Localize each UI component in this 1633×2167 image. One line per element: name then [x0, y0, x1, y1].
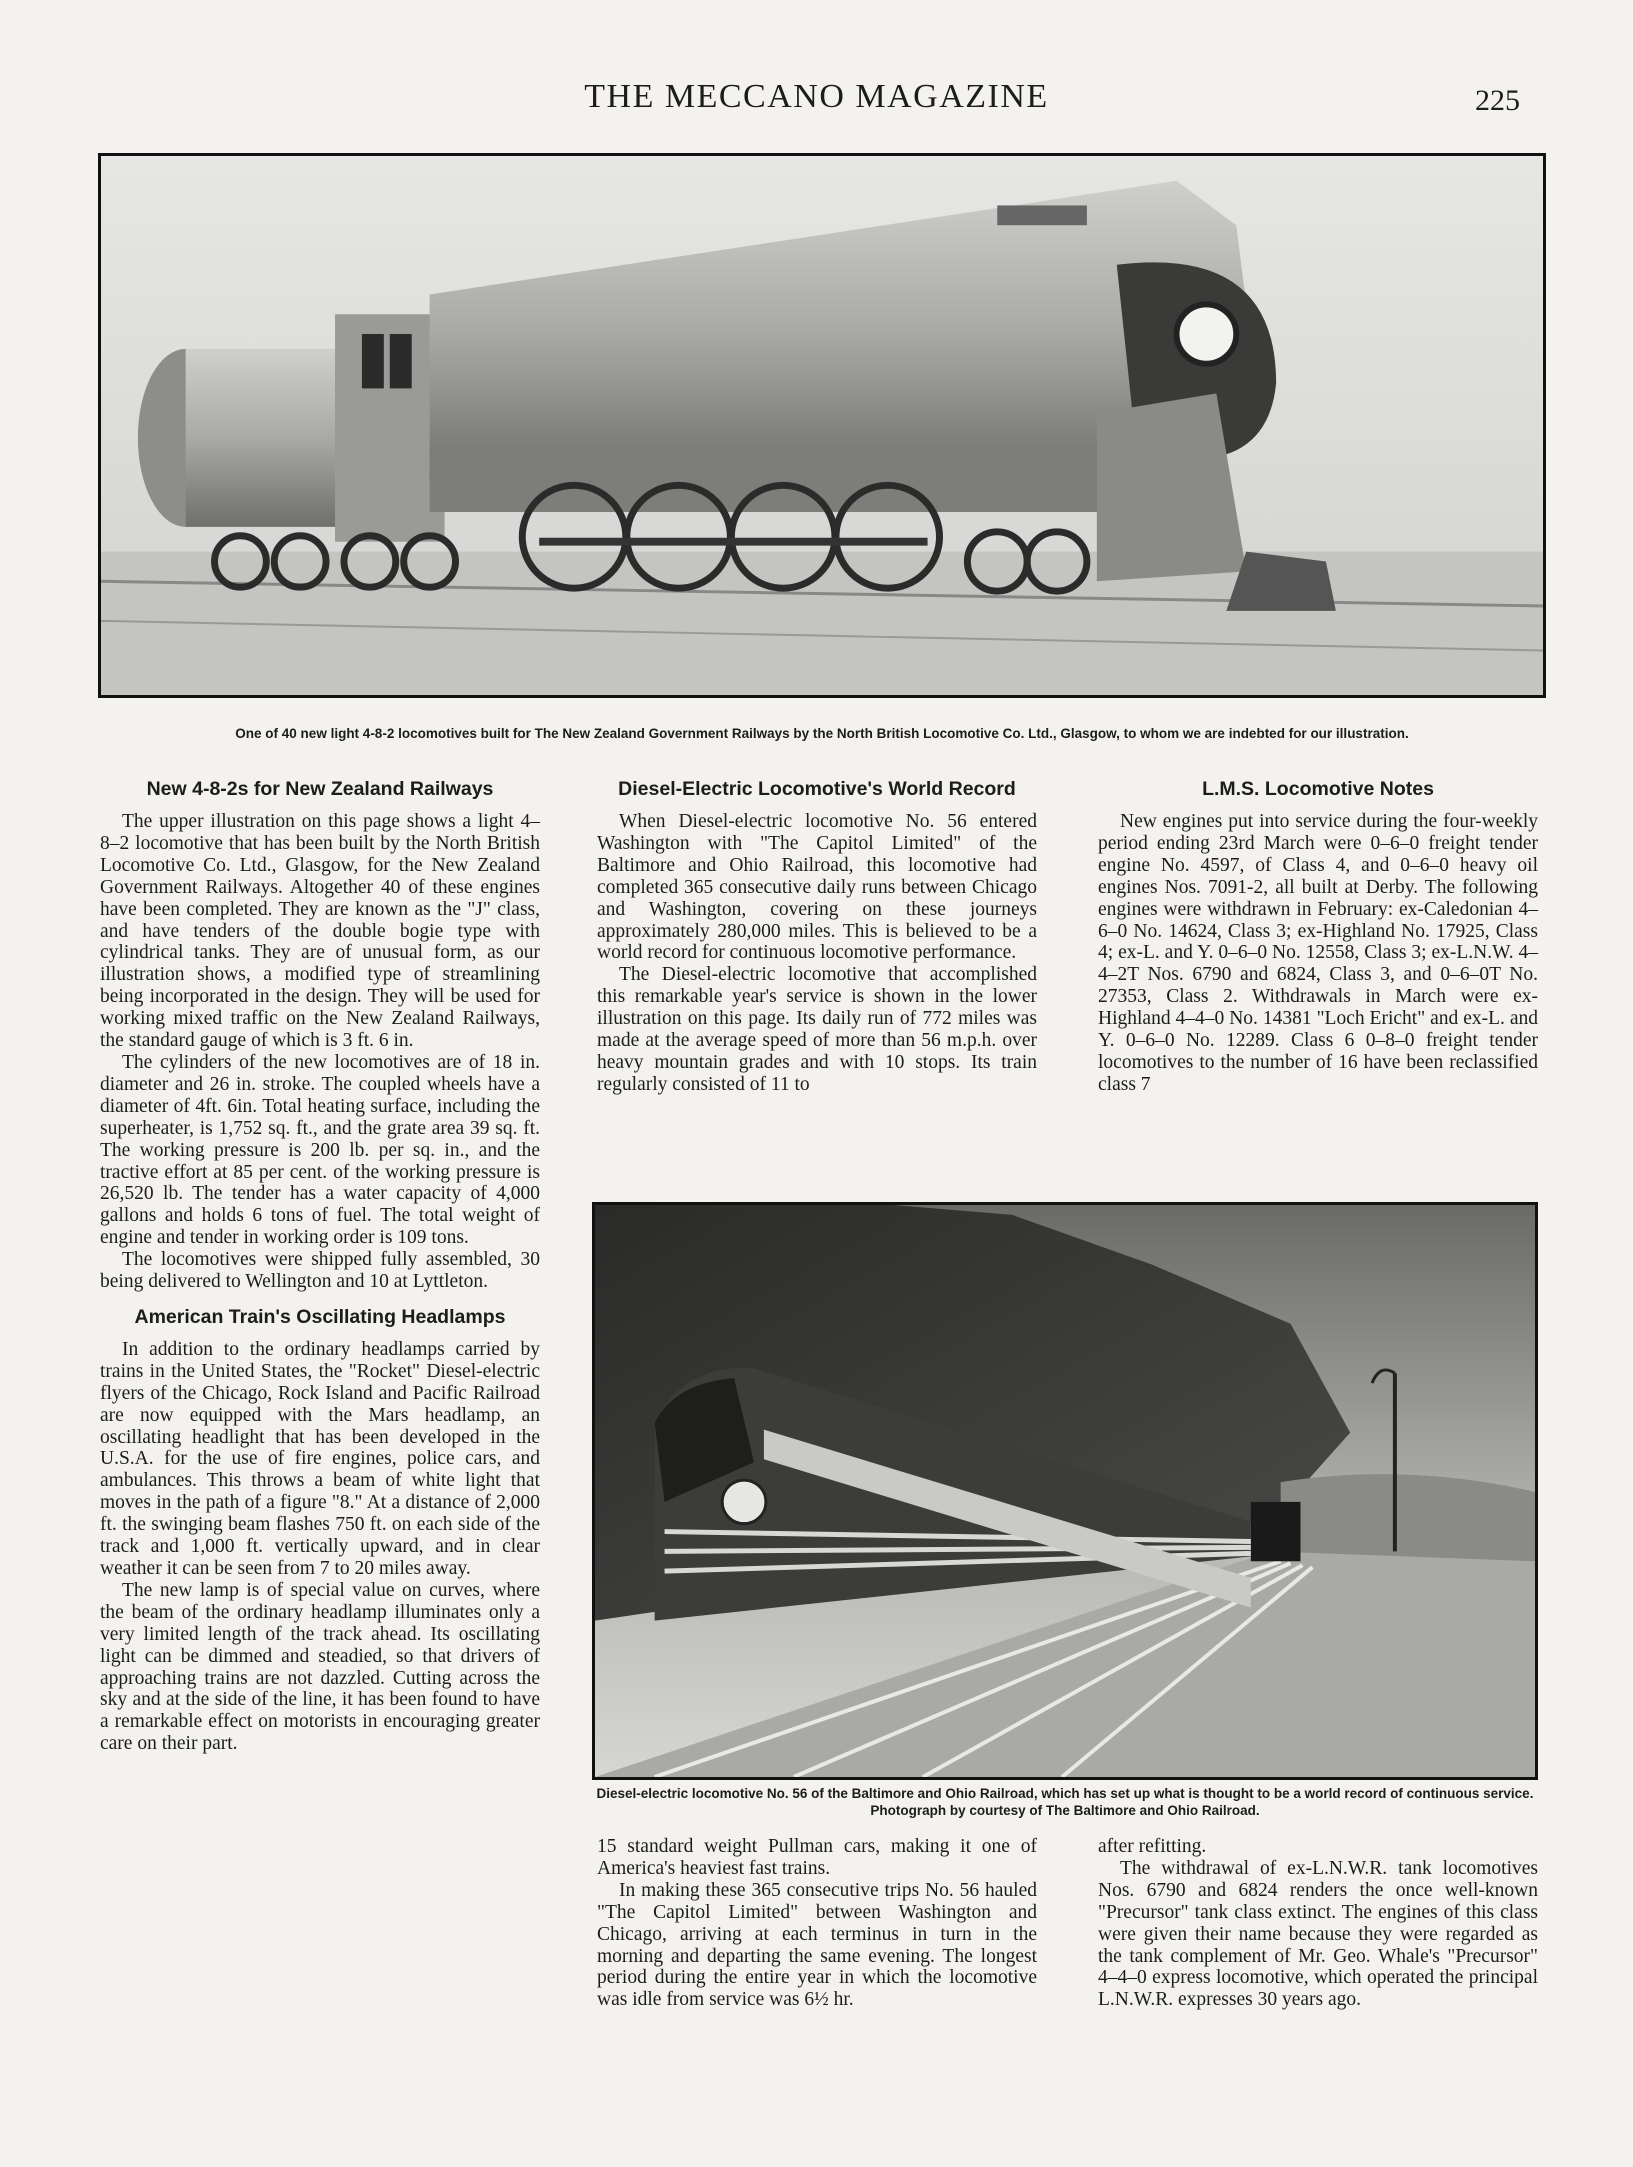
paragraph: The upper illustration on this page shows a light 4–8–2 locomotive that has been built by the North British Locomotive Co. Ltd., Glasgow, for the New Zealand Government Railways. Altogether 40 of these engines have been completed. They are known as the "J" class, and have tenders of the double bogie type with cylindrical tanks. They are of unusual form, as our illustration shows, a modified type of streamlining being incorporated in the design. They will be used for working mixed traffic on the New Zealand Railways, the standard gauge of which is 3 ft. 6 in. — [100, 811, 540, 1052]
paragraph: after refitting. — [1098, 1836, 1207, 1857]
paragraph: In addition to the ordinary headlamps carried by trains in the United States, the "Rocket" Diesel-electric flyers of the Chicago, Rock Island and Pacific Railroad are now equipped with the Mars headlamp, an oscillating headlight that has been developed in the U.S.A. for the use of fire engines, police cars, and ambulances. This throws a beam of white light that moves in the path of a figure "8." At a distance of 2,000 ft. the swinging beam flashes 750 ft. on each side of the track and 1,000 ft. vertically upward, and in clear weather it can be seen from 7 to 20 miles away. — [100, 1338, 540, 1579]
column-2-upper — [597, 777, 1037, 1096]
paragraph: The locomotives were shipped fully assembled, 30 being delivered to Wellington and 10 at Lyttleton. — [100, 1249, 540, 1293]
column-1 — [100, 777, 540, 1755]
column-3-lower — [1098, 1836, 1538, 2011]
column-2-lower — [597, 1836, 1037, 2011]
column-3-upper — [1098, 777, 1538, 1096]
steam-locomotive-photo — [98, 153, 1546, 698]
page-number: 225 — [1475, 84, 1520, 117]
paragraph: The withdrawal of ex-L.N.W.R. tank locomotives Nos. 6790 and 6824 renders the once well-known "Precursor" tank class extinct. The engines of this class were given their name because they were regarded as the tank complement of Mr. Geo. Whale's "Precursor" 4–4–0 express locomotive, which operated the principal L.N.W.R. expresses 30 years ago. — [1098, 1857, 1538, 2011]
paragraph: 15 standard weight Pullman cars, making it one of America's heaviest fast trains. — [597, 1836, 1037, 1879]
paragraph: The cylinders of the new locomotives are of 18 in. diameter and 26 in. stroke. The coupled wheels have a diameter of 4ft. 6in. Total heating surface, including the superheater, is 1,752 sq. ft., and the grate area 39 sq. ft. The working pressure is 200 lb. per sq. in., and the tractive effort at 85 per cent. of the working pressure is 26,520 lb. The tender has a water capacity of 4,000 gallons and holds 6 tons of fuel. The total weight of engine and tender in working order is 109 tons. — [100, 1051, 540, 1249]
paragraph: The new lamp is of special value on curves, where the beam of the ordinary headlamp illuminates only a very limited length of the track ahead. Its oscillating light can be dimmed and steadied, so that drivers of approaching trains are not dazzled. Cutting across the sky and at the side of the line, it has been found to have a remarkable effect on motorists in encouraging greater care on their part. — [100, 1579, 540, 1755]
heading-new-zealand: New 4-8-2s for New Zealand Railways — [146, 778, 494, 800]
heading-world-record: Diesel-Electric Locomotive's World Record — [618, 778, 1016, 800]
heading-oscillating-headlamps: American Train's Oscillating Headlamps — [134, 1305, 506, 1328]
paragraph: In making these 365 consecutive trips No. 56 hauled "The Capitol Limited" between Washington and Chicago, arriving at each terminus in turn in the morning and departing the same evening. The longest period during the entire year in which the locomotive was idle from service was 6½ hr. — [597, 1879, 1037, 2011]
magazine-title: THE MECCANO MAGAZINE — [584, 78, 1049, 115]
top-photo-caption: One of 40 new light 4-8-2 locomotives built for The New Zealand Government Railways by the North British Locomotive Co. Ltd., Glasgow, to whom we are indebted for our illustration. — [235, 726, 1409, 741]
diesel-locomotive-photo — [592, 1202, 1538, 1780]
paragraph: The Diesel-electric locomotive that accomplished this remarkable year's service is shown in the lower illustration on this page. Its daily run of 772 miles was made at the average speed of more than 56 m.p.h. over heavy mountain grades and with 10 stops. Its train regularly consisted of 11 to — [597, 964, 1037, 1095]
heading-lms-notes: L.M.S. Locomotive Notes — [1202, 778, 1434, 800]
paragraph: New engines put into service during the four-weekly period ending 23rd March were 0–6–0 freight tender engine No. 4597, of Class 4, and 0–6–0 heavy oil engines Nos. 7091-2, all built at Derby. The following engines were withdrawn in February: ex-Caledonian 4–6–0 No. 14624, Class 3; ex-Highland No. 17925, Class 4; ex-L. and Y. 0–6–0 No. 12558, Class 3; ex-L.N.W. 4–4–2T Nos. 6790 and 6824, Class 3, and 0–6–0T No. 27353, Class 2. Withdrawals in March were ex-Highland 4–4–0 No. 14381 "Loch Ericht" and ex-L. and Y. 0–6–0 No. 12289. Class 6 0–8–0 freight tender locomotives to the number of 16 have been reclassified class 7 — [1098, 811, 1538, 1095]
bottom-photo-caption: Diesel-electric locomotive No. 56 of the Baltimore and Ohio Railroad, which has set up what is thought to be a world record of continuous service. Photograph by courtesy of The Baltimore and Ohio Railroad. — [596, 1786, 1534, 1818]
paragraph: When Diesel-electric locomotive No. 56 entered Washington with "The Capitol Limited" of the Baltimore and Ohio Railroad, this locomotive had completed 365 consecutive daily runs between Chicago and Washington, covering on these journeys approximately 280,000 miles. This is believed to be a world record for continuous locomotive performance. — [597, 811, 1037, 964]
